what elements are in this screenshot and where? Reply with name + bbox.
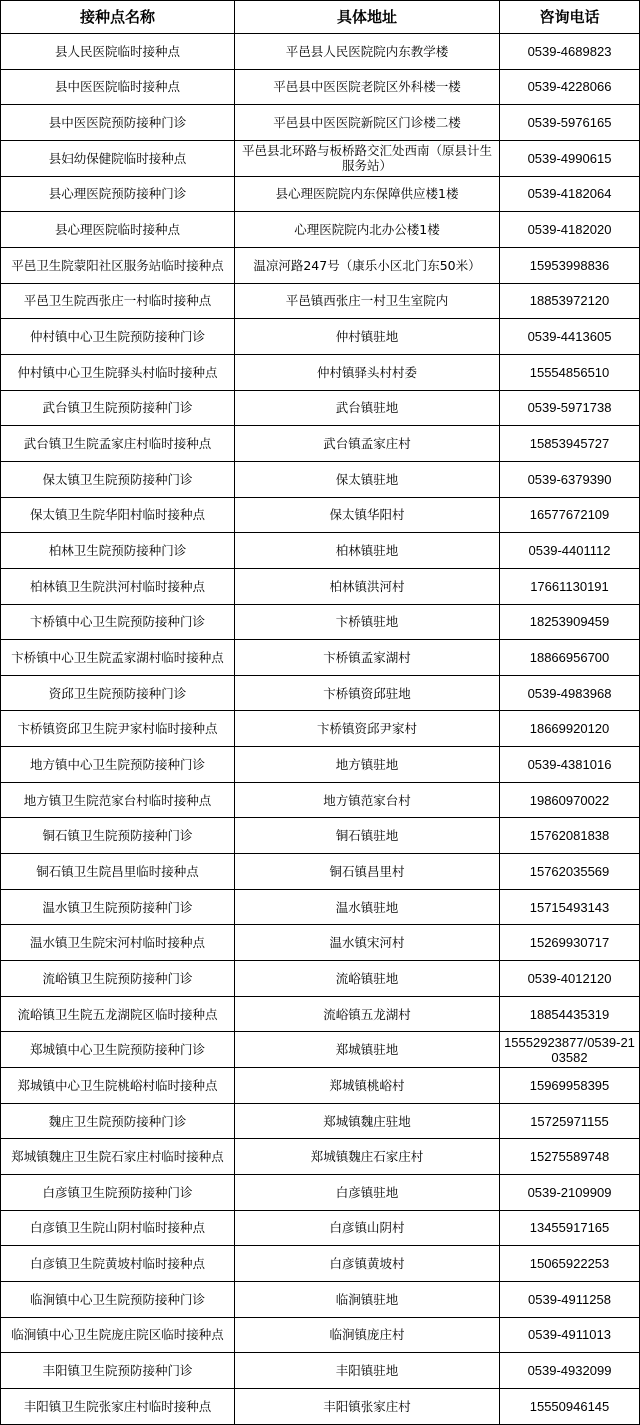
site-phone-cell: 15853945727 [500,426,640,462]
table-row [1,1317,640,1353]
site-name-cell: 平邑卫生院西张庄一村临时接种点 [1,283,235,319]
site-name-cell: 仲村镇中心卫生院驿头村临时接种点 [1,354,235,390]
site-address-cell: 郑城镇魏庄石家庄村 [235,1139,500,1175]
site-address-cell: 地方镇驻地 [235,747,500,783]
site-address-cell: 仲村镇驻地 [235,319,500,355]
site-name-cell: 柏林镇卫生院洪河村临时接种点 [1,568,235,604]
site-phone-cell: 0539-4983968 [500,675,640,711]
table-row [1,1281,640,1317]
table-row [1,1032,640,1068]
site-phone-cell: 0539-4401112 [500,533,640,569]
site-phone-cell: 18854435319 [500,996,640,1032]
site-name-cell: 县中医医院临时接种点 [1,69,235,105]
table-row [1,176,640,212]
site-phone-cell: 0539-4012120 [500,961,640,997]
site-phone-cell: 15953998836 [500,247,640,283]
site-phone-cell: 15554856510 [500,354,640,390]
table-row [1,1353,640,1389]
table-row [1,319,640,355]
site-phone-cell: 18669920120 [500,711,640,747]
site-name-cell: 地方镇卫生院范家台村临时接种点 [1,782,235,818]
site-name-cell: 铜石镇卫生院昌里临时接种点 [1,854,235,890]
site-phone-cell: 0539-4381016 [500,747,640,783]
site-phone-cell: 18853972120 [500,283,640,319]
site-address-cell: 临涧镇庞庄村 [235,1317,500,1353]
site-address-cell: 柏林镇洪河村 [235,568,500,604]
site-name-cell: 流峪镇卫生院五龙湖院区临时接种点 [1,996,235,1032]
table-row [1,1103,640,1139]
site-phone-cell: 13455917165 [500,1210,640,1246]
table-row [1,996,640,1032]
site-name-cell: 保太镇卫生院预防接种门诊 [1,461,235,497]
site-name-cell: 保太镇卫生院华阳村临时接种点 [1,497,235,533]
site-phone-cell: 15969958395 [500,1068,640,1104]
site-address-cell: 平邑县北环路与板桥路交汇处西南（原县计生服务站） [235,140,500,176]
site-phone-cell: 0539-4689823 [500,34,640,70]
site-name-cell: 武台镇卫生院预防接种门诊 [1,390,235,426]
table-row [1,1246,640,1282]
site-address-cell: 白彦镇黄坡村 [235,1246,500,1282]
site-address-cell: 仲村镇驿头村村委 [235,354,500,390]
site-phone-cell: 0539-5976165 [500,105,640,141]
site-name-cell: 郑城镇魏庄卫生院石家庄村临时接种点 [1,1139,235,1175]
table-row [1,1210,640,1246]
site-name-cell: 卞桥镇资邱卫生院尹家村临时接种点 [1,711,235,747]
table-row [1,247,640,283]
site-name-cell: 郑城镇中心卫生院预防接种门诊 [1,1032,235,1068]
site-phone-cell: 0539-4932099 [500,1353,640,1389]
site-name-cell: 县人民医院临时接种点 [1,34,235,70]
table-row [1,568,640,604]
site-name-cell: 柏林卫生院预防接种门诊 [1,533,235,569]
table-row [1,105,640,141]
site-phone-cell: 15065922253 [500,1246,640,1282]
site-phone-cell: 15762035569 [500,854,640,890]
site-address-cell: 卞桥镇孟家湖村 [235,640,500,676]
table-row [1,925,640,961]
site-address-cell: 丰阳镇驻地 [235,1353,500,1389]
site-address-cell: 武台镇驻地 [235,390,500,426]
column-header-address: 具体地址 [235,1,500,34]
site-phone-cell: 15725971155 [500,1103,640,1139]
site-name-cell: 魏庄卫生院预防接种门诊 [1,1103,235,1139]
site-phone-cell: 15715493143 [500,889,640,925]
table-row [1,854,640,890]
site-address-cell: 温水镇宋河村 [235,925,500,961]
site-name-cell: 平邑卫生院蒙阳社区服务站临时接种点 [1,247,235,283]
table-row [1,533,640,569]
table-row [1,818,640,854]
table-row [1,747,640,783]
site-phone-cell: 0539-5971738 [500,390,640,426]
table-row [1,782,640,818]
table-row [1,69,640,105]
table-row [1,497,640,533]
site-address-cell: 铜石镇昌里村 [235,854,500,890]
site-phone-cell: 19860970022 [500,782,640,818]
site-address-cell: 保太镇驻地 [235,461,500,497]
site-name-cell: 地方镇中心卫生院预防接种门诊 [1,747,235,783]
site-phone-cell: 17661130191 [500,568,640,604]
site-phone-cell: 15762081838 [500,818,640,854]
site-phone-cell: 18866956700 [500,640,640,676]
column-header-phone: 咨询电话 [500,1,640,34]
site-address-cell: 郑城镇魏庄驻地 [235,1103,500,1139]
site-phone-cell: 0539-4182064 [500,176,640,212]
site-phone-cell: 0539-4911258 [500,1281,640,1317]
site-address-cell: 丰阳镇张家庄村 [235,1388,500,1424]
site-address-cell: 流峪镇五龙湖村 [235,996,500,1032]
site-name-cell: 资邱卫生院预防接种门诊 [1,675,235,711]
site-name-cell: 县心理医院预防接种门诊 [1,176,235,212]
site-address-cell: 卞桥镇资邱尹家村 [235,711,500,747]
site-name-cell: 流峪镇卫生院预防接种门诊 [1,961,235,997]
table-row [1,1388,640,1424]
table-row [1,212,640,248]
site-name-cell: 县妇幼保健院临时接种点 [1,140,235,176]
table-row [1,354,640,390]
site-phone-cell: 15550946145 [500,1388,640,1424]
site-name-cell: 温水镇卫生院预防接种门诊 [1,889,235,925]
site-address-cell: 平邑县中医医院新院区门诊楼二楼 [235,105,500,141]
site-name-cell: 丰阳镇卫生院预防接种门诊 [1,1353,235,1389]
site-address-cell: 平邑县中医医院老院区外科楼一楼 [235,69,500,105]
site-address-cell: 柏林镇驻地 [235,533,500,569]
site-name-cell: 卞桥镇中心卫生院预防接种门诊 [1,604,235,640]
table-row [1,426,640,462]
site-address-cell: 温水镇驻地 [235,889,500,925]
table-row [1,889,640,925]
table-row [1,961,640,997]
site-address-cell: 县心理医院院内东保障供应楼1楼 [235,176,500,212]
table-row [1,604,640,640]
site-name-cell: 郑城镇中心卫生院桃峪村临时接种点 [1,1068,235,1104]
site-address-cell: 白彦镇驻地 [235,1175,500,1211]
site-address-cell: 平邑县人民医院院内东教学楼 [235,34,500,70]
site-phone-cell: 15552923877/0539-2103582 [500,1032,640,1068]
table-row [1,640,640,676]
site-phone-cell: 0539-4413605 [500,319,640,355]
header-row [1,1,640,34]
table-row [1,34,640,70]
site-address-cell: 郑城镇驻地 [235,1032,500,1068]
site-phone-cell: 0539-4182020 [500,212,640,248]
site-name-cell: 白彦镇卫生院预防接种门诊 [1,1175,235,1211]
site-address-cell: 平邑镇西张庄一村卫生室院内 [235,283,500,319]
site-phone-cell: 16577672109 [500,497,640,533]
site-name-cell: 白彦镇卫生院山阴村临时接种点 [1,1210,235,1246]
site-name-cell: 临涧镇中心卫生院预防接种门诊 [1,1281,235,1317]
site-address-cell: 卞桥镇驻地 [235,604,500,640]
site-name-cell: 临涧镇中心卫生院庞庄院区临时接种点 [1,1317,235,1353]
site-address-cell: 白彦镇山阴村 [235,1210,500,1246]
site-address-cell: 郑城镇桃峪村 [235,1068,500,1104]
site-address-cell: 临涧镇驻地 [235,1281,500,1317]
site-address-cell: 武台镇孟家庄村 [235,426,500,462]
site-name-cell: 县中医医院预防接种门诊 [1,105,235,141]
column-header-name: 接种点名称 [1,1,235,34]
site-phone-cell: 0539-6379390 [500,461,640,497]
site-name-cell: 白彦镇卫生院黄坡村临时接种点 [1,1246,235,1282]
site-address-cell: 保太镇华阳村 [235,497,500,533]
table-row [1,1068,640,1104]
site-address-cell: 心理医院院内北办公楼1楼 [235,212,500,248]
site-phone-cell: 0539-4228066 [500,69,640,105]
table-row [1,1139,640,1175]
table-row [1,1175,640,1211]
table-row [1,711,640,747]
table-row [1,675,640,711]
site-name-cell: 武台镇卫生院孟家庄村临时接种点 [1,426,235,462]
site-address-cell: 卞桥镇资邱驻地 [235,675,500,711]
site-phone-cell: 18253909459 [500,604,640,640]
site-phone-cell: 15269930717 [500,925,640,961]
table-row [1,140,640,176]
site-address-cell: 温凉河路247号（康乐小区北门东50米） [235,247,500,283]
site-phone-cell: 15275589748 [500,1139,640,1175]
table-row [1,461,640,497]
site-address-cell: 地方镇范家台村 [235,782,500,818]
site-name-cell: 温水镇卫生院宋河村临时接种点 [1,925,235,961]
site-phone-cell: 0539-4911013 [500,1317,640,1353]
site-phone-cell: 0539-2109909 [500,1175,640,1211]
site-name-cell: 丰阳镇卫生院张家庄村临时接种点 [1,1388,235,1424]
table-row [1,283,640,319]
site-address-cell: 铜石镇驻地 [235,818,500,854]
site-address-cell: 流峪镇驻地 [235,961,500,997]
site-name-cell: 县心理医院临时接种点 [1,212,235,248]
site-name-cell: 铜石镇卫生院预防接种门诊 [1,818,235,854]
table-row [1,390,640,426]
site-name-cell: 仲村镇中心卫生院预防接种门诊 [1,319,235,355]
site-phone-cell: 0539-4990615 [500,140,640,176]
site-name-cell: 卞桥镇中心卫生院孟家湖村临时接种点 [1,640,235,676]
